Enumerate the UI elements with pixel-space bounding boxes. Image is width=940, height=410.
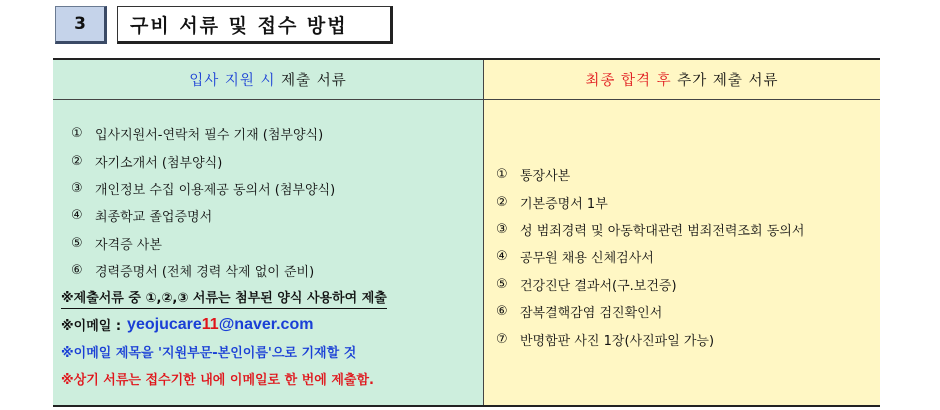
application-documents-list bbox=[61, 120, 473, 392]
section-number: 3 bbox=[55, 6, 107, 44]
documents-table bbox=[53, 58, 880, 407]
list-item: ④ 공무원 채용 신체검사서 bbox=[496, 249, 654, 267]
final-pass-documents-column bbox=[484, 60, 880, 405]
list-item: ③ 성 범죄경력 및 아동학대관련 범죄전력조회 동의서 bbox=[496, 221, 805, 239]
forms-note: ※제출서류 중 ①,②,③ 서류는 첨부된 양식 사용하여 제출 bbox=[61, 284, 473, 311]
deadline-note: ※상기 서류는 접수기한 내에 이메일로 한 번에 제출함. bbox=[61, 373, 374, 389]
header-highlight: 입사 지원 시 bbox=[189, 73, 276, 89]
list-item: ④ 최종학교 졸업증명서 bbox=[71, 208, 213, 226]
application-documents-header bbox=[53, 60, 483, 100]
final-pass-documents-header bbox=[484, 60, 880, 100]
email-address[interactable]: yeojucare11@naver.com bbox=[127, 315, 314, 333]
header-text: 추가 제출 서류 bbox=[677, 73, 779, 89]
section-title: 구비 서류 및 접수 방법 bbox=[117, 6, 393, 44]
header-text: 제출 서류 bbox=[281, 73, 347, 89]
list-item: ⑥ 경력증명서 (전체 경력 삭제 없이 준비) bbox=[71, 263, 315, 281]
list-item: ⑦ 반명함판 사진 1장(사진파일 가능) bbox=[496, 331, 715, 349]
list-item: ① 입사지원서-연락처 필수 기재 (첨부양식) bbox=[71, 126, 324, 144]
application-documents-column bbox=[53, 60, 484, 405]
list-item: ⑤ 자격증 사본 bbox=[71, 235, 162, 253]
email-label: ※이메일 : bbox=[61, 319, 122, 335]
header-highlight: 최종 합격 후 bbox=[585, 73, 672, 89]
list-item: ① 통장사본 bbox=[496, 167, 571, 185]
email-line bbox=[61, 311, 473, 338]
list-item: ⑤ 건강진단 결과서(구.보건증) bbox=[496, 276, 677, 294]
list-item: ⑥ 잠복결핵감염 검진확인서 bbox=[496, 304, 663, 322]
list-item: ② 자기소개서 (첨부양식) bbox=[71, 153, 223, 171]
final-pass-documents-list bbox=[496, 161, 870, 353]
list-item: ② 기본증명서 1부 bbox=[496, 194, 608, 212]
email-subject-note: ※이메일 제목을 '지원부문-본인이름'으로 기재할 것 bbox=[61, 346, 357, 362]
list-item: ③ 개인정보 수집 이용제공 동의서 (첨부양식) bbox=[71, 180, 336, 198]
